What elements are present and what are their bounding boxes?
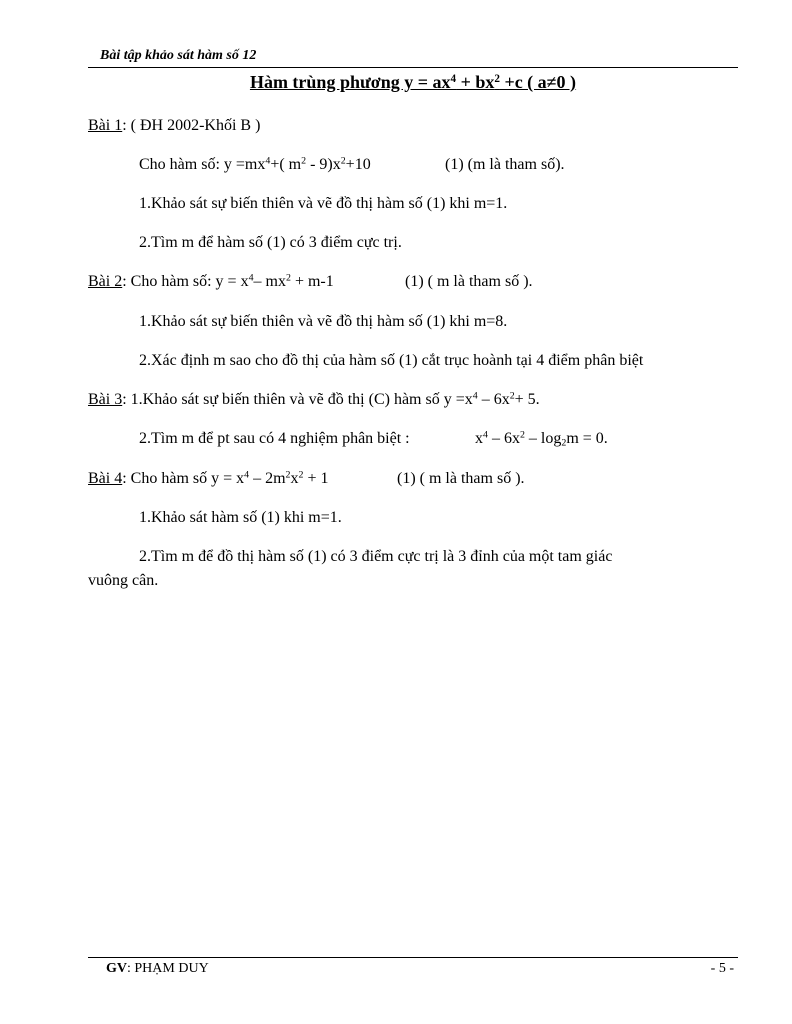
exercise-3-equation: $x^4 - 6x^2 - \log_2m = 0$. (475, 429, 608, 449)
exercise-1-function: Cho hàm số: $y =mx^4+$( $m^2 - 9)x^2+10$ (139, 155, 371, 173)
exercise-3-label: Bài 3 (88, 391, 123, 408)
header-rule (88, 67, 738, 68)
exercise-4-task-1: 1.Khảo sát hàm số (1) khi m=1. (139, 509, 342, 526)
exercise-4-heading: Bài 4: Cho hàm số $y = x^4 - 2m^2x^2 + 1$ (88, 469, 329, 487)
exercise-1-heading (88, 116, 260, 136)
exercise-4-note: (1) ( m là tham số ). (397, 470, 525, 487)
document-title (88, 72, 738, 93)
exercise-2-label: Bài 2 (88, 273, 123, 290)
exercise-2-note: (1) ( m là tham số ). (405, 273, 533, 290)
exercise-4-label: Bài 4 (88, 470, 123, 487)
exercise-4-task-2: 2.Tìm m để đồ thị hàm số (1) có 3 điểm cực trị là 3 đỉnh của một tam giác (139, 548, 613, 565)
exercise-2-task-2: 2.Xác định m sao cho đồ thị của hàm số (1) cắt trục hoành tại 4 điểm phân biệt (139, 352, 644, 369)
running-header: Bài tập khảo sát hàm số 12 (100, 48, 257, 63)
exercise-3-task-2: 2.Tìm m để pt sau có 4 nghiệm phân biệt : (139, 430, 410, 447)
exercise-1-label: Bài 1 (88, 117, 123, 134)
exercise-1-source: : ( ĐH 2002-Khối B ) (122, 117, 261, 134)
footer-author: GV: PHẠM DUY (106, 961, 209, 976)
exercise-1-task-1: 1.Khảo sát sự biến thiên và vẽ đồ thị hàm số (1) khi m=1. (139, 195, 508, 212)
exercise-2-task-1: 1.Khảo sát sự biến thiên và vẽ đồ thị hàm số (1) khi m=8. (139, 313, 508, 330)
title-text: Hàm trùng phương $y = ax^4 + bx^2 +c$ ( a≠0 ) (249, 72, 577, 92)
page-number: - 5 - (710, 961, 734, 976)
exercise-1-task-2: 2.Tìm m để hàm số (1) có 3 điểm cực trị. (139, 234, 402, 251)
exercise-4-task-2-cont: vuông cân. (88, 572, 159, 589)
footer-rule (88, 957, 738, 958)
exercise-2-heading: Bài 2: Cho hàm số: $y = x^4-$ $mx^2 + m-1$ (88, 272, 334, 290)
exercise-3-heading: Bài 3: 1.Khảo sát sự biến thiên và vẽ đồ thị (C) hàm số $y =x^4 - 6x^2+ 5$. (88, 390, 540, 408)
exercise-1-function-note: (1) (m là tham số). (445, 156, 565, 173)
